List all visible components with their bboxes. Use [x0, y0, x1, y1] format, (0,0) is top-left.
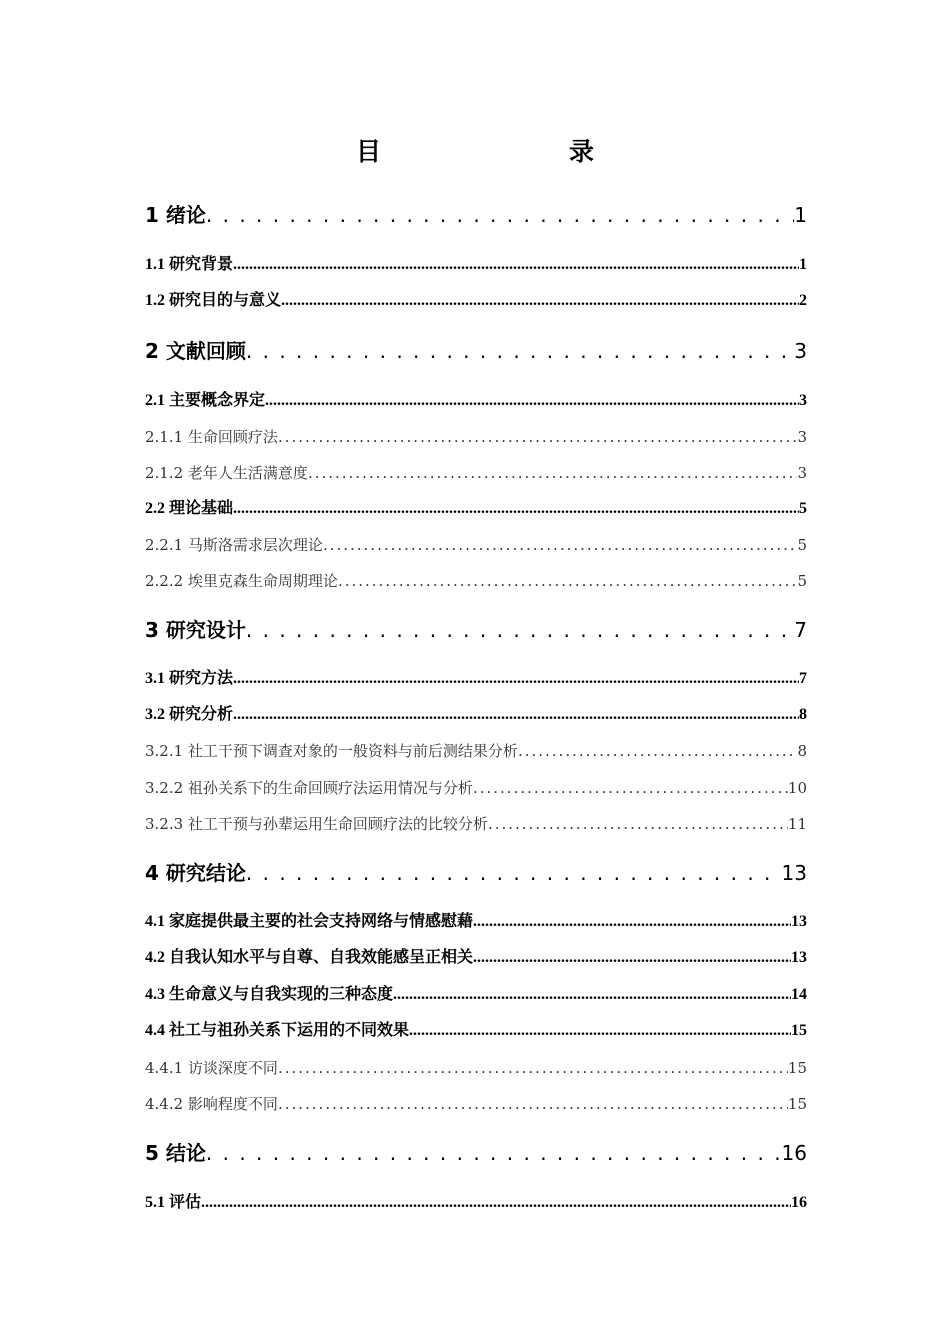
- dot-leader: [393, 983, 791, 1007]
- toc-entry[interactable]: [145, 425, 807, 449]
- toc-entry-page-number: 15: [787, 1059, 807, 1077]
- toc-entry-page-number: 5: [797, 536, 807, 554]
- toc-entry-page-number: 16: [781, 1141, 807, 1165]
- dot-leader: [233, 497, 799, 521]
- toc-entry[interactable]: [145, 336, 807, 366]
- toc-entry-label: 3.2.3 社工干预与孙辈运用生命回顾疗法的比较分析: [145, 815, 488, 833]
- toc-entry[interactable]: [145, 1092, 807, 1116]
- toc-entry[interactable]: [145, 253, 807, 277]
- toc-entry-page-number: 7: [794, 618, 807, 642]
- toc-entry-label: 2.2 理论基础: [145, 500, 234, 517]
- toc-entry-label: 2 文献回顾: [145, 339, 246, 363]
- dot-leader: [518, 739, 798, 763]
- dot-leader: [206, 1138, 782, 1168]
- dot-leader: [281, 289, 799, 313]
- dot-leader: [338, 569, 798, 593]
- dot-leader: [278, 425, 798, 449]
- toc-entry[interactable]: [145, 703, 807, 727]
- toc-entry-label: 4 研究结论: [145, 861, 246, 885]
- toc-entry-page-number: 13: [791, 949, 807, 966]
- toc-entry[interactable]: [145, 569, 807, 593]
- toc-entry-label: 2.1 主要概念界定: [145, 392, 266, 409]
- toc-entry-label: 4.1 家庭提供最主要的社会支持网络与情感慰藉: [145, 913, 474, 930]
- toc-entry-page-number: 16: [791, 1194, 807, 1211]
- toc-entry-page-number: 3: [797, 428, 807, 446]
- toc-entry-label: 3.2.2 祖孙关系下的生命回顾疗法运用情况与分析: [145, 779, 473, 797]
- toc-entry[interactable]: [145, 389, 807, 413]
- toc-entry-label: 2.2.1 马斯洛需求层次理论: [145, 536, 323, 554]
- toc-entry[interactable]: [145, 497, 807, 521]
- toc-entry-page-number: 5: [797, 572, 807, 590]
- dot-leader: [201, 1191, 791, 1215]
- toc-entry[interactable]: [145, 983, 807, 1007]
- toc-entry[interactable]: [145, 667, 807, 691]
- toc-entry-label: 4.3 生命意义与自我实现的三种态度: [145, 986, 394, 1003]
- toc-entry-label: 5 结论: [145, 1141, 206, 1165]
- toc-entry[interactable]: [145, 289, 807, 313]
- page-title: 目 录: [355, 137, 640, 166]
- toc-entry[interactable]: [145, 1191, 807, 1215]
- toc-entry-page-number: 3: [799, 392, 807, 409]
- toc-entry[interactable]: [145, 533, 807, 557]
- dot-leader: [409, 1019, 791, 1043]
- dot-leader: [473, 946, 791, 970]
- toc-entry-page-number: 8: [799, 706, 807, 723]
- dot-leader: [323, 533, 798, 557]
- toc-entry[interactable]: [145, 812, 807, 836]
- dot-leader: [473, 910, 791, 934]
- toc-entry-page-number: 14: [791, 986, 807, 1003]
- toc-entry-page-number: 7: [799, 670, 807, 687]
- toc-entry-page-number: 1: [794, 203, 807, 227]
- dot-leader: [233, 667, 799, 691]
- toc-entry-label: 3.2.1 社工干预下调查对象的一般资料与前后测结果分析: [145, 742, 518, 760]
- toc-entry[interactable]: [145, 910, 807, 934]
- toc-entry-page-number: 3: [797, 464, 807, 482]
- toc-entry-label: 5.1 评估: [145, 1194, 202, 1211]
- toc-entry[interactable]: [145, 1138, 807, 1168]
- toc-entry-label: 1.2 研究目的与意义: [145, 292, 282, 309]
- toc-entry-page-number: 10: [787, 779, 807, 797]
- dot-leader: [265, 389, 799, 413]
- dot-leader: [206, 200, 794, 230]
- dot-leader: [488, 812, 788, 836]
- dot-leader: [246, 336, 794, 366]
- dot-leader: [473, 776, 788, 800]
- dot-leader: [246, 858, 782, 888]
- toc-entry-label: 3.2 研究分析: [145, 706, 234, 723]
- dot-leader: [233, 253, 799, 277]
- toc-entry[interactable]: [145, 1056, 807, 1080]
- toc-entry-label: 4.2 自我认知水平与自尊、自我效能感呈正相关: [145, 949, 474, 966]
- toc-entry-label: 4.4.2 影响程度不同: [145, 1095, 278, 1113]
- toc-entry[interactable]: [145, 200, 807, 230]
- toc-entry[interactable]: [145, 1019, 807, 1043]
- toc-entry[interactable]: [145, 776, 807, 800]
- toc-entry-label: 1 绪论: [145, 203, 206, 227]
- toc-entry[interactable]: [145, 858, 807, 888]
- toc-entry-page-number: 3: [794, 339, 807, 363]
- toc-entry-label: 2.2.2 埃里克森生命周期理论: [145, 572, 338, 590]
- toc-entry-page-number: 5: [799, 500, 807, 517]
- dot-leader: [246, 615, 794, 645]
- toc-entry[interactable]: [145, 461, 807, 485]
- toc-entry[interactable]: [145, 946, 807, 970]
- dot-leader: [278, 1056, 788, 1080]
- toc-entry-page-number: 2: [799, 292, 807, 309]
- toc-entry-page-number: 15: [791, 1022, 807, 1039]
- toc-entry-page-number: 8: [797, 742, 807, 760]
- toc-entry[interactable]: [145, 615, 807, 645]
- toc-entry-label: 2.1.2 老年人生活满意度: [145, 464, 308, 482]
- toc-entry-page-number: 13: [781, 861, 807, 885]
- toc-entry[interactable]: [145, 739, 807, 763]
- toc-entry-label: 1.1 研究背景: [145, 256, 234, 273]
- toc-entry-label: 3.1 研究方法: [145, 670, 234, 687]
- toc-entry-label: 2.1.1 生命回顾疗法: [145, 428, 278, 446]
- toc-entry-label: 3 研究设计: [145, 618, 246, 642]
- toc-entry-label: 4.4.1 访谈深度不同: [145, 1059, 278, 1077]
- toc-entry-label: 4.4 社工与祖孙关系下运用的不同效果: [145, 1022, 410, 1039]
- toc-entry-page-number: 13: [791, 913, 807, 930]
- toc-entry-page-number: 15: [787, 1095, 807, 1113]
- dot-leader: [278, 1092, 788, 1116]
- dot-leader: [308, 461, 798, 485]
- dot-leader: [233, 703, 799, 727]
- toc-entry-page-number: 1: [799, 256, 807, 273]
- toc-entry-page-number: 11: [787, 815, 807, 833]
